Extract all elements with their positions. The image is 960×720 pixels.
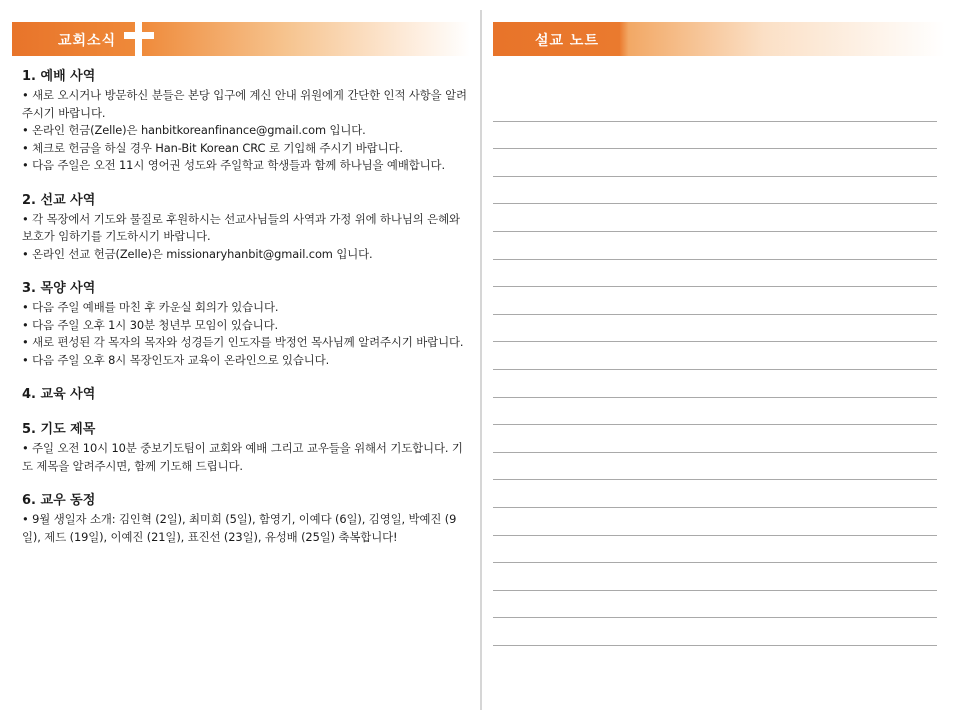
note-line[interactable] <box>493 618 937 646</box>
note-line[interactable] <box>493 94 937 122</box>
church-news-header <box>12 22 470 56</box>
note-line[interactable] <box>493 149 937 177</box>
cross-icon <box>122 18 156 58</box>
note-line[interactable] <box>493 508 937 536</box>
section-worship <box>22 68 467 175</box>
list-item: • 다음 주일 오후 1시 30분 청년부 모임이 있습니다. <box>22 317 279 332</box>
section-education <box>22 386 467 404</box>
list-item: • 온라인 헌금(Zelle)은 hanbitkoreanfinance@gmail.com 입니다. <box>22 123 366 137</box>
list-item: • 9월 생일자 소개: 김인혁 (2일), 최미희 (5일), 함영기, 이예다 (6일), 김영일, 박예진 (9일), 제드 (19일), 이예진 (21일), 표진선 (23일), 유성배 (25일) 축복합니다! <box>22 512 457 544</box>
section-title: 3. 목양 사역 <box>22 281 96 296</box>
note-line[interactable] <box>493 536 937 564</box>
section-members <box>22 492 467 546</box>
list-item: • 각 목장에서 기도와 물질로 후원하시는 선교사님들의 사역과 가정 위에 하나님의 은혜와 보호가 임하기를 기도하시기 바랍니다. <box>22 211 460 243</box>
note-line[interactable] <box>493 398 937 426</box>
list-item: • 다음 주일 오후 8시 목장인도자 교육이 온라인으로 있습니다. <box>22 352 330 367</box>
list-item: • 체크로 헌금을 하실 경우 Han-Bit Korean CRC 로 기입해 주시기 바랍니다. <box>22 140 403 155</box>
note-line[interactable] <box>493 370 937 398</box>
section-mission <box>22 192 467 264</box>
note-line[interactable] <box>493 287 937 315</box>
note-line[interactable] <box>493 204 937 232</box>
list-item: • 다음 주일은 오전 11시 영어권 성도와 주일학교 학생들과 함께 하나님을 예배합니다. <box>22 158 445 172</box>
section-prayer <box>22 421 467 475</box>
list-item: • 주일 오전 10시 10분 중보기도팀이 교회와 예배 그리고 교우들을 위해서 기도합니다. 기도 제목을 알려주시면, 함께 기도해 드립니다. <box>22 441 463 473</box>
section-title: 1. 예배 사역 <box>22 69 96 84</box>
note-line[interactable] <box>493 342 937 370</box>
list-item: • 다음 주일 예배를 마친 후 카운실 회의가 있습니다. <box>22 300 279 314</box>
church-news-content <box>22 68 467 563</box>
note-line[interactable] <box>493 260 937 288</box>
section-pastoral <box>22 280 467 369</box>
note-line[interactable] <box>493 563 937 591</box>
church-news-title: 교회소식 <box>58 33 117 49</box>
section-title: 4. 교육 사역 <box>22 387 96 402</box>
list-item: • 온라인 선교 헌금(Zelle)은 missionaryhanbit@gmail.com 입니다. <box>22 246 373 261</box>
note-line[interactable] <box>493 480 937 508</box>
section-title: 2. 선교 사역 <box>22 192 96 208</box>
section-title: 5. 기도 제목 <box>22 422 96 437</box>
list-item: • 새로 오시거나 방문하신 분들은 본당 입구에 계신 안내 위원에게 간단한 인적 사항을 알려주시기 바랍니다. <box>22 88 467 120</box>
sermon-note-lines <box>493 94 937 646</box>
note-line[interactable] <box>493 315 937 343</box>
note-line[interactable] <box>493 177 937 205</box>
section-title: 6. 교우 동정 <box>22 493 96 508</box>
note-line[interactable] <box>493 453 937 481</box>
sermon-notes-title: 설교 노트 <box>535 33 599 49</box>
note-line[interactable] <box>493 591 937 619</box>
note-line[interactable] <box>493 122 937 150</box>
list-item: • 새로 편성된 각 목자의 목자와 성경듣기 인도자를 박정언 목사님께 알려주시기 바랍니다. <box>22 335 464 349</box>
note-line[interactable] <box>493 425 937 453</box>
note-line[interactable] <box>493 232 937 260</box>
page-divider <box>480 10 482 710</box>
sermon-notes-header <box>493 22 945 56</box>
